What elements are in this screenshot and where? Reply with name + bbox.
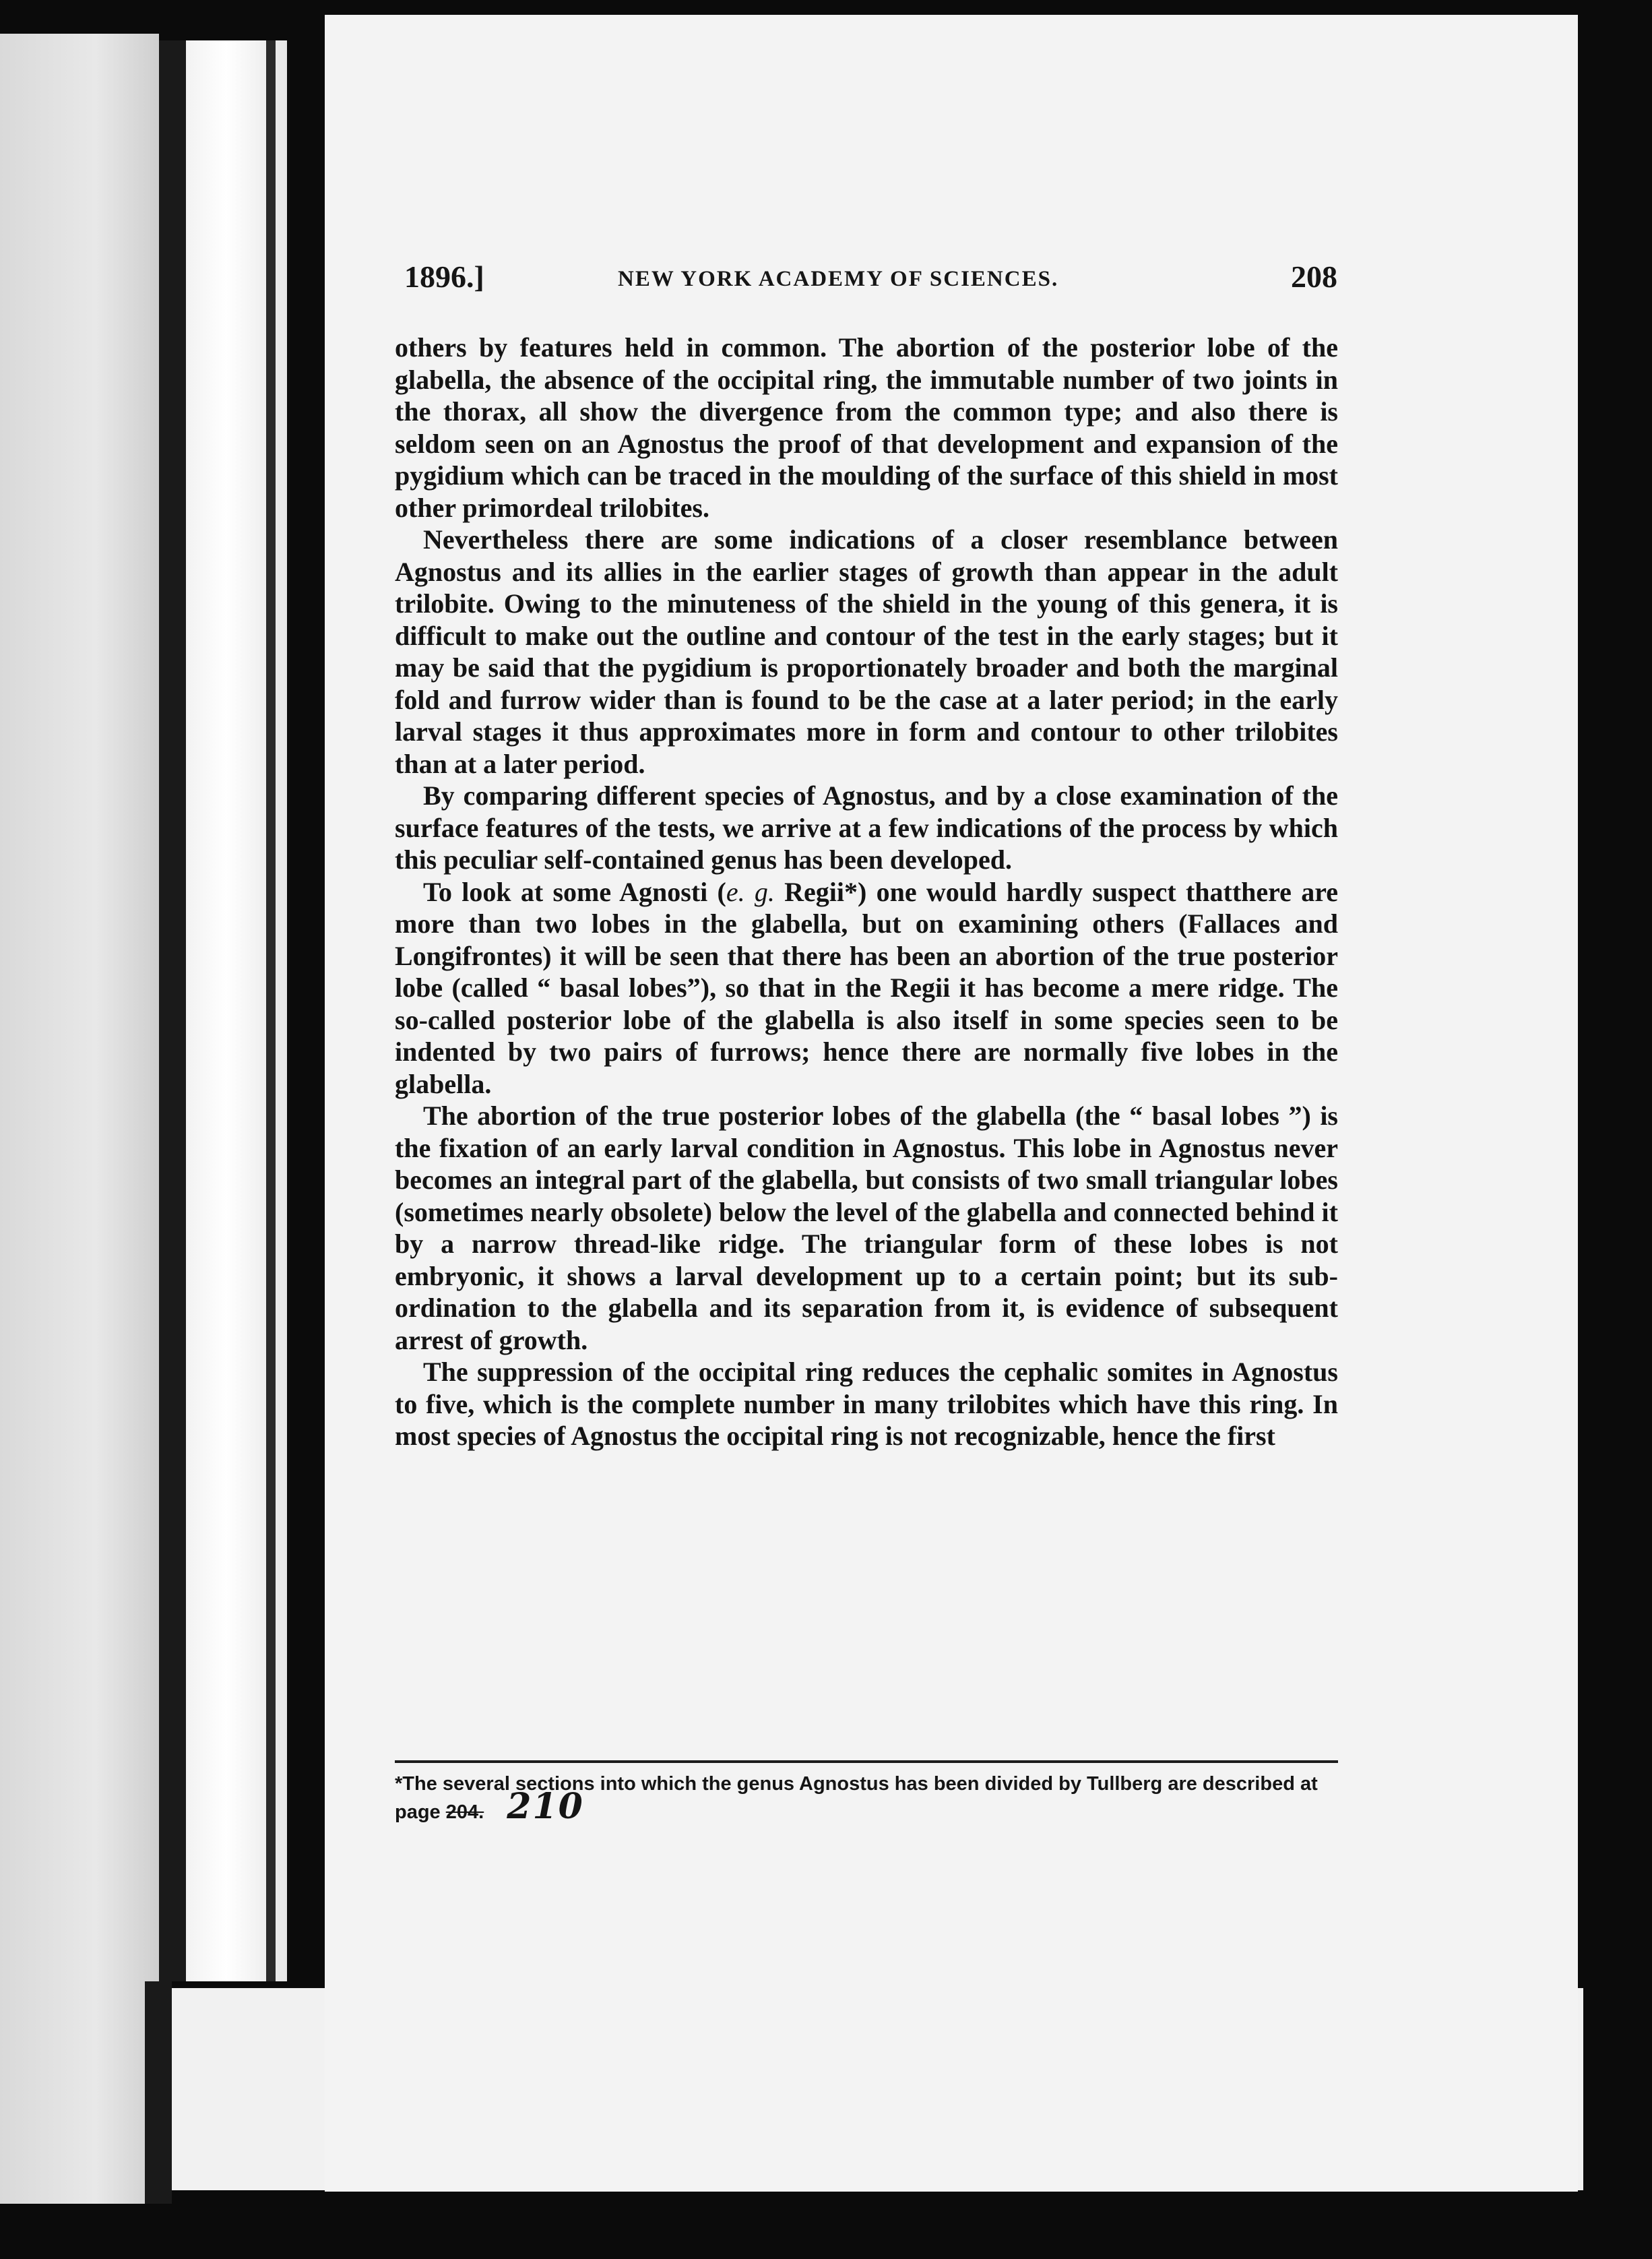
footnote-struck-page-number: 204. xyxy=(445,1801,484,1823)
paragraph-3: By comparing different species of Agnostus, and by a close examination of the surface features of the tests, we arrive at a few indications of the process by which this peculiar self-contained genus has been developed. xyxy=(395,780,1338,875)
footnote-text: *The several sections into which the genus Agnostus has been divided by Tullberg are described at page xyxy=(395,1773,1318,1823)
paragraph-4-start: To look at some Agnosti ( xyxy=(423,876,726,907)
footnote-rule xyxy=(395,1760,1338,1763)
footnote xyxy=(395,1772,1338,1827)
book-binding-line xyxy=(266,40,276,1981)
handwritten-page-correction: 210 xyxy=(507,1786,584,1827)
paragraph-2: Nevertheless there are some indications of a closer resemblance between Agnostus and its allies in the earlier stages of growth than appear in the adult trilobite. Owing to the minuteness of the shield in the young of this genera, it is difficult to make out the outline and contour of the test in the early stages; but it may be said that the pygidium is proportionately broader and both the marginal fold and furrow wider than is found to be the case at a later period; in the early larval stages it thus approximates more in form and contour to other trilobites than at a later period. xyxy=(395,524,1338,779)
running-head-title: NEW YORK ACADEMY OF SCIENCES. xyxy=(618,267,1059,291)
paragraph-4-rest: Regii*) one would hardly suspect thatthere are more than two lobes in the glabella, but on examining others (Fallaces and Longifrontes) it will be seen that there has been an abortion of the true posterior lobe (called “ basal lobes”), so that in the Regii it has become a mere ridge. The so-called posterior lobe of the glabella is also itself in some species seen to be indented by two pairs of furrows; hence there are normally five lobes in the glabella. xyxy=(395,876,1338,1099)
paragraph-4-italic: e. g. xyxy=(726,876,775,907)
paragraph-1: others by features held in common. The abortion of the posterior lobe of the glabella, the absence of the occipital ring, the immutable number of two joints in the thorax, all show the divergence from the common type; and also there is seldom seen on an Agnostus the proof of that development and expansion of the pygidium which can be traced in the moulding of the surface of this shield in most other primordeal trilobites. xyxy=(395,332,1338,523)
running-head-year: 1896.] xyxy=(404,259,484,294)
paragraph-5: The abortion of the true posterior lobes of the glabella (the “ basal lobes ”) is the fixation of an early larval condition in Agnostus. This lobe in Agnostus never becomes an integral part of the glabella, but consists of two small triangular lobes (sometimes nearly obsolete) below the level of the glabella and connected behind it by a narrow thread-like ridge. The triangular form of these lobes is not embryonic, it shows a larval development up to a certain point; but its sub-ordination to the glabella and its separation from it, is evidence of subsequent arrest of growth. xyxy=(395,1101,1338,1355)
book-binding-shadow-lower xyxy=(145,1981,172,2204)
paragraph-6: The suppression of the occipital ring reduces the cephalic somites in Agnostus to five, which is the complete number in many trilobites which have this ring. In most species of Agnostus the occipital ring is not recognizable, hence the first xyxy=(395,1357,1338,1451)
left-facing-page-edge xyxy=(0,34,159,2204)
body-text xyxy=(395,332,1338,1452)
book-binding-shadow xyxy=(159,40,186,1981)
paragraph-4 xyxy=(395,876,1338,1101)
page-number: 208 xyxy=(1291,259,1337,294)
running-head xyxy=(404,259,1337,313)
